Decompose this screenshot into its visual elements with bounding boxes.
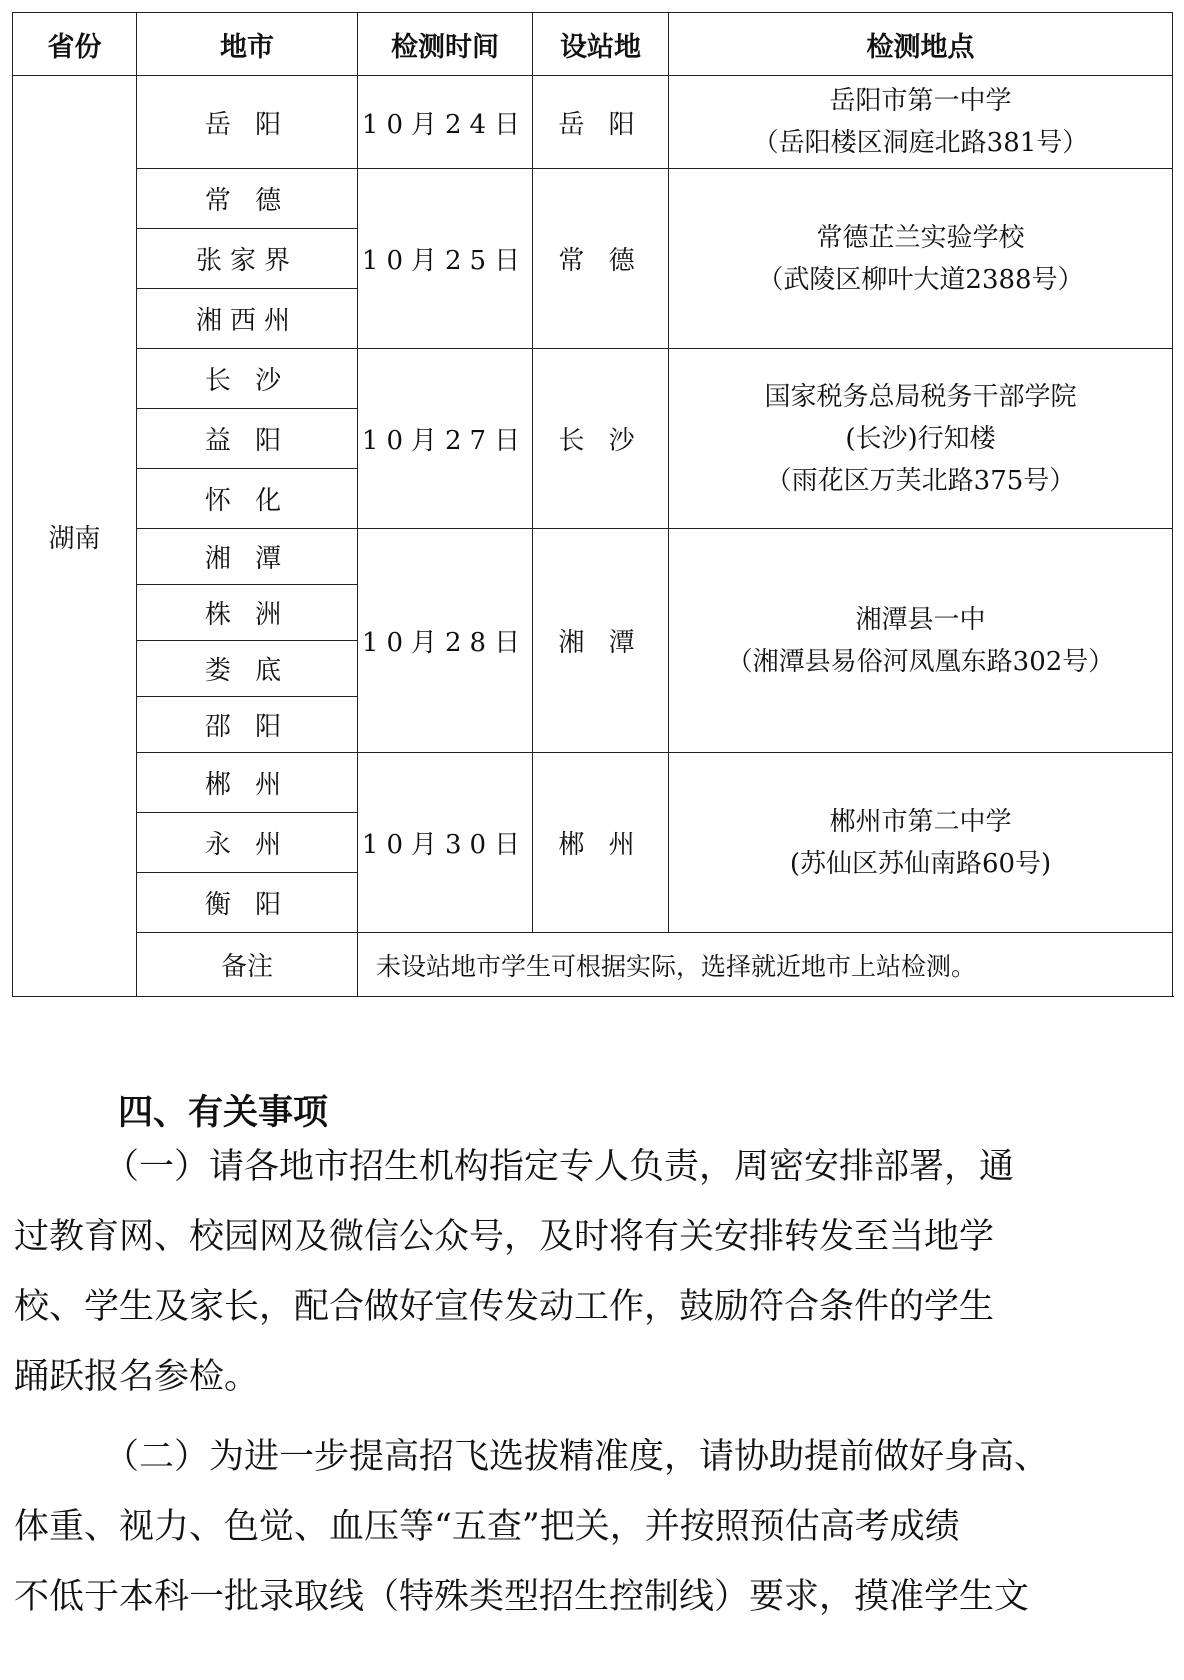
paragraph-line: 过教育网、校园网及微信公众号，及时将有关安排转发至当地学: [14, 1217, 995, 1257]
location-name: 常德芷兰实验学校: [816, 222, 1025, 253]
table-header-row: [13, 13, 1173, 76]
paragraph-two: [14, 1422, 1174, 1632]
site-cell: 岳 阳: [533, 76, 669, 169]
site-cell: 常 德: [533, 169, 669, 349]
city-cell: 怀 化: [137, 469, 358, 529]
location-address: （湘潭县易俗河凤凰东路302号）: [726, 646, 1115, 677]
date-cell: 10月30日: [358, 753, 533, 933]
table-row: [13, 169, 1173, 229]
header-location: 检测地点: [669, 13, 1173, 76]
location-name-2: (长沙)行知楼: [845, 423, 996, 454]
table-row: [13, 349, 1173, 409]
paragraph-line: 踊跃报名参检。: [14, 1357, 260, 1397]
table-row: [13, 76, 1173, 169]
date-cell: 10月27日: [358, 349, 533, 529]
location-cell: [669, 753, 1173, 933]
table-row: [13, 529, 1173, 585]
city-cell: 常 德: [137, 169, 358, 229]
location-address: （雨花区万芙北路375号）: [765, 465, 1076, 496]
location-address: （武陵区柳叶大道2388号）: [757, 264, 1084, 295]
location-address: (苏仙区苏仙南路60号): [789, 848, 1052, 879]
table-row: [13, 753, 1173, 813]
paragraph-line: 体重、视力、色觉、血压等“五查”把关，并按照预估高考成绩: [14, 1507, 960, 1547]
date-cell: 10月25日: [358, 169, 533, 349]
city-cell: 郴 州: [137, 753, 358, 813]
date-cell: 10月28日: [358, 529, 533, 753]
location-name: 郴州市第二中学: [829, 806, 1012, 837]
city-cell: 永 州: [137, 813, 358, 873]
location-cell: [669, 76, 1173, 169]
city-cell: 湘西州: [137, 289, 358, 349]
paragraph-line: （二）为进一步提高招飞选拔精准度，请协助提前做好身高、: [104, 1437, 1050, 1477]
header-province: 省份: [13, 13, 137, 76]
city-cell: 湘 潭: [137, 529, 358, 585]
location-name: 湘潭县一中: [855, 604, 986, 635]
remark-text: 未设站地市学生可根据实际，选择就近地市上站检测。: [358, 933, 1173, 997]
city-cell: 张家界: [137, 229, 358, 289]
city-cell: 衡 阳: [137, 873, 358, 933]
header-date: 检测时间: [358, 13, 533, 76]
paragraph-one: [14, 1132, 1174, 1412]
site-cell: 湘 潭: [533, 529, 669, 753]
section-heading: 四、有关事项: [118, 1093, 329, 1133]
paragraph-line: 校、学生及家长，配合做好宣传发动工作，鼓励符合条件的学生: [14, 1287, 995, 1327]
location-name: 国家税务总局税务干部学院: [764, 381, 1077, 412]
city-cell: 长 沙: [137, 349, 358, 409]
inspection-schedule-table: [12, 12, 1173, 997]
location-cell: [669, 169, 1173, 349]
city-cell: 娄 底: [137, 641, 358, 697]
province-cell: 湖南: [13, 76, 137, 997]
date-cell: 10月24日: [358, 76, 533, 169]
location-address: （岳阳楼区洞庭北路381号）: [752, 128, 1089, 158]
city-cell: 株 洲: [137, 585, 358, 641]
remark-row: [13, 933, 1173, 997]
city-cell: 邵 阳: [137, 697, 358, 753]
city-cell: 益 阳: [137, 409, 358, 469]
header-city: 地市: [137, 13, 358, 76]
header-site: 设站地: [533, 13, 669, 76]
site-cell: 郴 州: [533, 753, 669, 933]
paragraph-line: （一）请各地市招生机构指定专人负责，周密安排部署，通: [104, 1147, 1015, 1187]
location-name: 岳阳市第一中学: [829, 86, 1012, 116]
city-cell: 岳 阳: [137, 76, 358, 169]
location-cell: [669, 529, 1173, 753]
site-cell: 长 沙: [533, 349, 669, 529]
paragraph-line: 不低于本科一批录取线（特殊类型招生控制线）要求，摸准学生文: [14, 1577, 1030, 1617]
remark-label: 备注: [137, 933, 358, 997]
location-cell: [669, 349, 1173, 529]
